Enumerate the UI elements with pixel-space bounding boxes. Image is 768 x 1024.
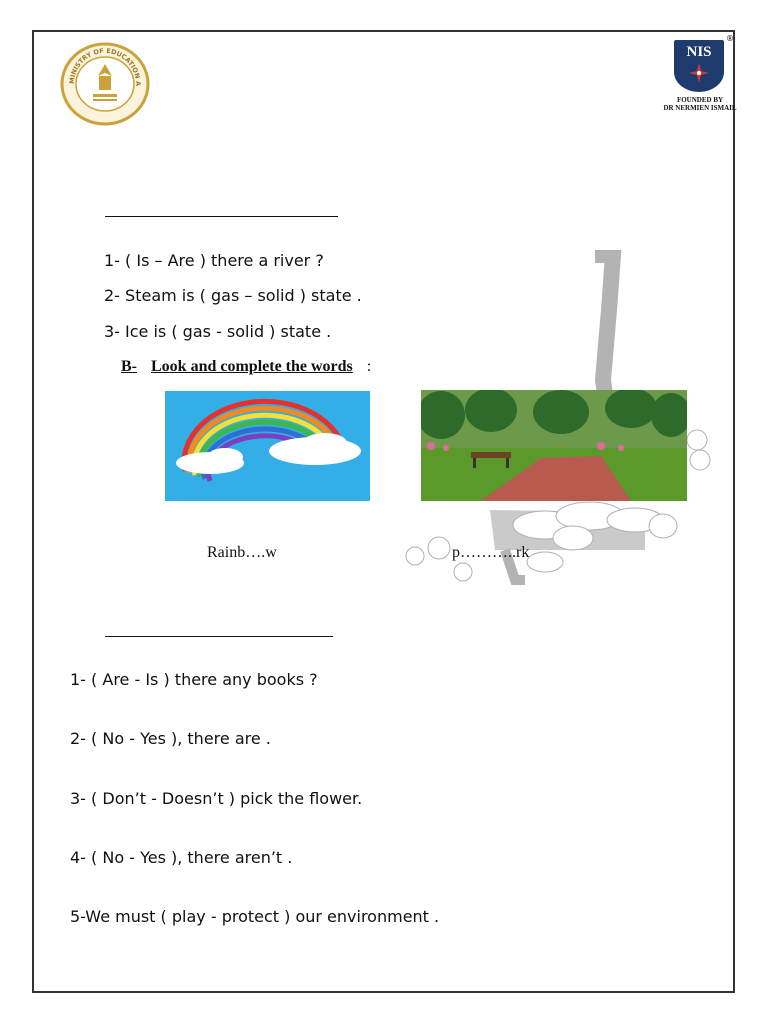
nis-logo-text: NIS: [686, 44, 712, 60]
compass-star-icon: [688, 62, 710, 84]
section-a-question-3: 3- Ice is ( gas - solid ) state .: [104, 322, 332, 341]
section-c-question-2: 2- ( No - Yes ), there are .: [70, 729, 271, 748]
section-b-title: Look and complete the words: [151, 358, 353, 375]
section-c-blank-heading-line: [105, 636, 333, 637]
founded-line-2: DR NERMIEN ISMAIL: [663, 104, 737, 112]
section-a-blank-heading-line: [105, 216, 338, 217]
nis-logo: [674, 40, 724, 92]
registered-mark: ®: [726, 34, 734, 43]
section-a-question-2: 2- Steam is ( gas – solid ) state .: [104, 286, 362, 305]
section-b-colon: :: [366, 358, 372, 375]
seal-text: MINISTRY OF EDUCATION A: [67, 46, 143, 87]
section-c-question-1: 1- ( Are - Is ) there any books ?: [70, 670, 318, 689]
section-a-question-1: 1- ( Is – Are ) there a river ?: [104, 251, 324, 270]
nis-founded-text: [655, 96, 745, 112]
word-rainbow: Rainb….w: [207, 544, 277, 561]
section-b-heading: [121, 358, 371, 376]
section-c-question-3: 3- ( Don’t - Doesn’t ) pick the flower.: [70, 789, 363, 808]
section-c-question-5: 5-We must ( play - protect ) our environment .: [70, 907, 440, 926]
rainbow-image: [165, 391, 370, 501]
section-c-question-4: 4- ( No - Yes ), there aren’t .: [70, 848, 293, 867]
park-image: [421, 390, 687, 501]
founded-line-1: FOUNDED BY: [676, 96, 724, 104]
word-park: p………..rk: [452, 544, 530, 561]
section-b-label: B-: [121, 358, 137, 375]
ministry-seal-logo: [60, 42, 150, 126]
